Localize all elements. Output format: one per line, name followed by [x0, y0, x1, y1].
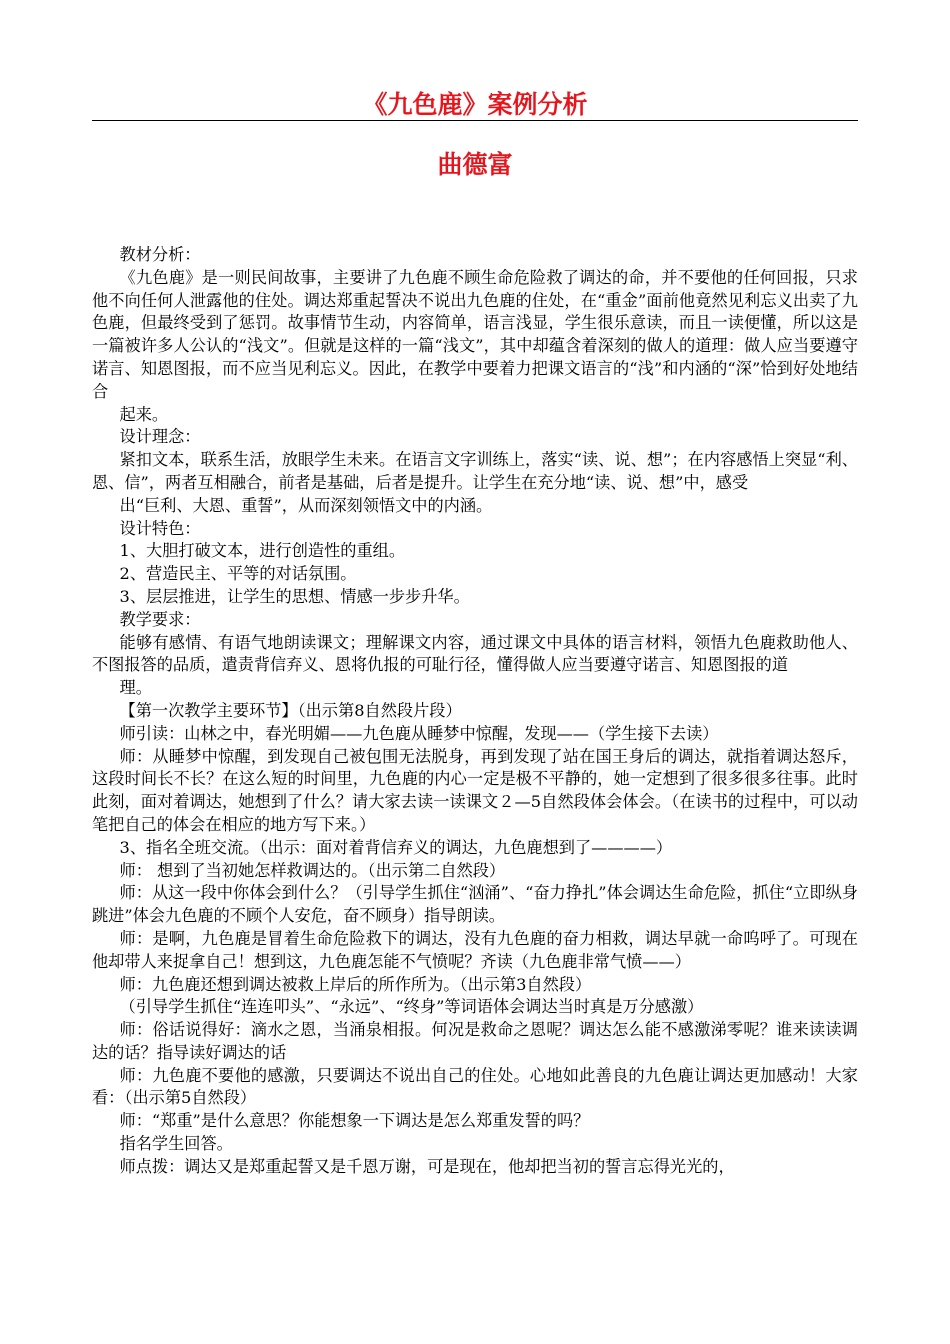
- paragraph: 《九色鹿》是一则民间故事，主要讲了九色鹿不顾生命危险救了调达的命，并不要他的任何回报，只求他不向任何人泄露他的住处。调达郑重起誓决不说出九色鹿的住处，在“重金”面前他竟然见利忘义出卖了九色鹿，但最终受到了惩罚。故事情节生动，内容简单，语言浅显，学生很乐意读，而且一读便懂，所以这是一篇被许多人公认的“浅文”。但就是这样的一篇“浅文”，其中却蕴含着深刻的做人的道理：做人应当要遵守诺言、知恩图报，而不应当见利忘义。因此，在教学中要着力把课文语言的“浅”和内涵的“深”恰到好处地结合: [92, 267, 858, 401]
- paragraph: 【第一次教学主要环节】（出示第8自然段片段）: [119, 700, 462, 720]
- document-title: 《九色鹿》案例分析: [362, 90, 588, 119]
- paragraph: 设计特色：: [119, 518, 201, 538]
- paragraph: 师引读：山林之中，春光明媚——九色鹿从睡梦中惊醒，发现——（学生接下去读）: [119, 723, 719, 743]
- paragraph: 能够有感情、有语气地朗读课文；理解课文内容，通过课文中具体的语言材料，领悟九色鹿救助他人、不图报答的品质，遣责背信弃义、恩将仇报的可耻行径，懂得做人应当要遵守诺言、知恩图报的道: [92, 632, 858, 675]
- paragraph: 3、指名全班交流。（出示：面对着背信弃义的调达，九色鹿想到了————）: [119, 837, 673, 857]
- document-author: 曲德富: [437, 150, 513, 179]
- paragraph: 师：九色鹿不要他的感激，只要调达不说出自己的住处。心地如此善良的九色鹿让调达更加感动！大家看：（出示第5自然段）: [92, 1065, 858, 1108]
- paragraph: 1、大胆打破文本，进行创造性的重组。: [119, 541, 406, 561]
- paragraph: 师： 想到了当初她怎样救调达的。（出示第二自然段）: [119, 860, 506, 880]
- paragraph: 起来。: [119, 404, 169, 424]
- paragraph: 出“巨利、大恩、重誓”，从而深刻领悟文中的内涵。: [119, 495, 493, 515]
- paragraph: 指名学生回答。: [119, 1134, 233, 1154]
- title-divider: [92, 120, 858, 121]
- paragraph: 教材分析：: [119, 245, 201, 264]
- paragraph: 3、层层推进，让学生的思想、情感一步步升华。: [119, 586, 470, 606]
- paragraph: 师：从睡梦中惊醒，到发现自己被包围无法脱身，再到发现了站在国王身后的调达，就指着调达怒斥，这段时间长不长？在这么短的时间里，九色鹿的内心一定是极不平静的，她一定想到了很多很多往事。此时此刻，面对着调达，她想到了什么？请大家去读一读课文２—5自然段体会体会。（在读书的过程中，可以动笔把自己的体会在相应的地方写下来。）: [92, 746, 858, 834]
- paragraph: 设计理念：: [119, 427, 201, 447]
- paragraph: 师：从这一段中你体会到什么？（引导学生抓住“汹涌”、“奋力挣扎”体会调达生命危险，抓住“立即纵身跳进”体会九色鹿的不顾个人安危，奋不顾身）指导朗读。: [92, 883, 858, 926]
- paragraph: 教学要求：: [119, 609, 201, 629]
- paragraph: 师点拨：调达又是郑重起誓又是千恩万谢，可是现在，他却把当初的誓言忘得光光的，: [119, 1156, 735, 1176]
- document-body: [92, 244, 858, 1179]
- paragraph: 2、营造民主、平等的对话氛围。: [119, 564, 357, 584]
- paragraph: 师：九色鹿还想到调达被救上岸后的所作所为。（出示第3自然段）: [119, 974, 592, 994]
- paragraph: 理。: [119, 678, 152, 698]
- paragraph: 紧扣文本，联系生活，放眼学生未来。在语言文字训练上，落实“读、说、想”；在内容感悟上突显“利、恩、信”，两者互相融合，前者是基础，后者是提升。让学生在充分地“读、说、想”中，感受: [92, 450, 858, 492]
- paragraph: 师：“郑重”是什么意思？你能想象一下调达是怎么郑重发誓的吗？: [119, 1111, 590, 1131]
- paragraph: （引导学生抓住“连连叩头”、“永远”、“终身”等词语体会调达当时真是万分感激）: [119, 997, 704, 1017]
- paragraph: 师：俗话说得好：滴水之恩，当涌泉相报。何况是救命之恩呢？调达怎么能不感激涕零呢？谁来读读调达的话？指导读好调达的话: [92, 1020, 858, 1062]
- paragraph: 师：是啊，九色鹿是冒着生命危险救下的调达，没有九色鹿的奋力相救，调达早就一命呜呼了。可现在他却带人来捉拿自己！想到这，九色鹿怎能不气愤呢？齐读（九色鹿非常气愤——）: [92, 928, 858, 971]
